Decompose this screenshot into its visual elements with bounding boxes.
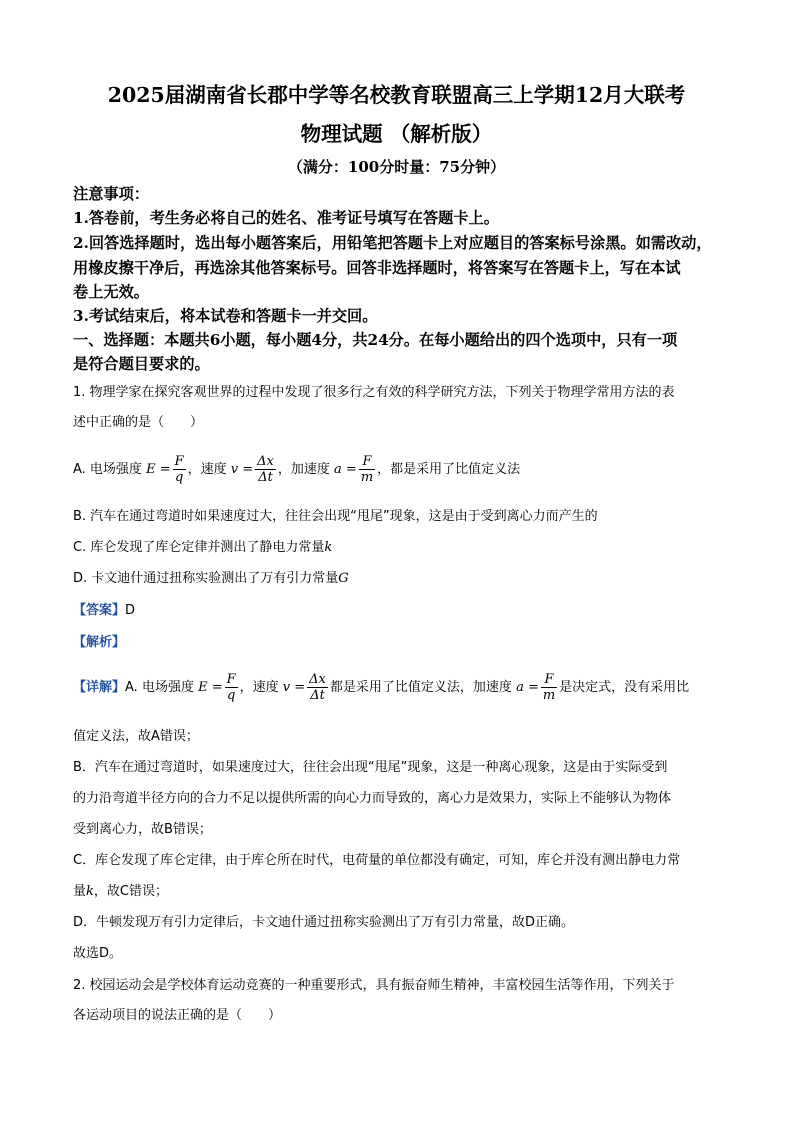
- q1-detail-d-line: D．牛顿发现万有引力定律后，卡文迪什通过扭称实验测出了万有引力常量，故D正确。: [73, 915, 575, 930]
- q1-stem-line-1: 1. 物理学家在探究客观世界的过程中发现了很多行之有效的科学研究方法，下列关于物理学常用方法的表: [73, 385, 675, 400]
- q1-detail-v-denominator: Δt: [310, 688, 325, 703]
- q1-option-a-v-denominator: Δt: [258, 470, 273, 485]
- q1-option-a-e-numerator: F: [174, 454, 184, 469]
- q1-option-a-e-fraction: [173, 454, 186, 485]
- q1-detail-b-line-2: 的力沿弯道半径方向的合力不足以提供所需的向心力而导致的，离心力是效果力，实际上不能够认为物体: [73, 791, 672, 806]
- q1-option-a-e-lhs: E =: [146, 462, 171, 477]
- q1-detail-a-suffix: 是决定式，没有采用比: [559, 680, 690, 695]
- q1-detail-e-lhs: E =: [198, 680, 223, 695]
- q1-detail-v-fraction: [307, 672, 328, 703]
- q1-stem-line-2: 述中正确的是（ ）: [73, 415, 204, 430]
- q1-detail-a-prefix: A. 电场强度: [125, 680, 194, 695]
- q1-option-a-v-fraction: [255, 454, 276, 485]
- q1-detail-c-line-2-var: k: [86, 884, 94, 899]
- q1-detail-a-mid-1: ，速度: [239, 680, 279, 695]
- q1-option-c: [73, 537, 733, 559]
- q1-option-a-a-lhs: a =: [334, 462, 357, 477]
- q1-option-a-e-denominator: q: [174, 470, 184, 485]
- q1-detail-e-fraction: [225, 672, 238, 703]
- q1-detail-c-line-1: C．库仑发现了库仑定律，由于库仑所在时代，电荷量的单位都没有确定，可知，库仑并没有测出静电力常: [73, 853, 681, 868]
- q1-detail-c-line-2: [73, 881, 733, 903]
- q1-option-c-var: k: [324, 540, 333, 555]
- q1-detail-a-denominator: m: [542, 688, 556, 703]
- q1-option-a-v-lhs: v =: [230, 462, 254, 477]
- q1-detail-e-numerator: F: [226, 672, 236, 687]
- exam-subtitle: （满分：100分时量：75分钟）: [287, 158, 506, 176]
- q1-option-b: B. 汽车在通过弯道时如果速度过大，往往会出现“甩尾”现象，这是由于受到离心力而产生的: [73, 509, 598, 524]
- notes-item-2-line-3: 卷上无效。: [73, 283, 149, 301]
- q1-option-a-a-fraction: [359, 454, 375, 485]
- q1-option-a-mid-2: ，加速度: [277, 462, 330, 477]
- q1-option-a-mid-1: ，速度: [187, 462, 227, 477]
- q1-detail-a-mid-2: 都是采用了比值定义法，加速度: [329, 680, 512, 695]
- q2-stem-line-2: 各运动项目的说法正确的是（ ）: [73, 1008, 282, 1023]
- q1-option-a: [73, 448, 733, 492]
- q1-answer: [73, 600, 733, 622]
- section1-line-2: 是符合题目要求的。: [73, 355, 210, 373]
- q1-option-a-prefix: A. 电场强度: [73, 462, 142, 477]
- q1-detail-c-line-2-post: ，故C错误；: [93, 884, 168, 899]
- q1-analysis-label: [73, 632, 733, 654]
- q1-option-a-a-numerator: F: [359, 454, 375, 470]
- q1-answer-value: D: [125, 603, 136, 618]
- q2-stem-line-1: 2. 校园运动会是学校体育运动竞赛的一种重要形式，具有振奋师生精神，丰富校园生活等作用，下列关于: [73, 978, 675, 993]
- q1-option-a-a-denominator: m: [360, 470, 374, 485]
- q1-detail-a-lhs: a =: [516, 680, 539, 695]
- q1-detail-c-line-2-pre: 量: [73, 884, 87, 899]
- notes-item-2-line-2: 用橡皮擦干净后，再选涂其他答案标号。回答非选择题时，将答案写在答题卡上，写在本试: [73, 259, 681, 277]
- notes-item-3: 3.考试结束后，将本试卷和答题卡一并交回。: [73, 307, 378, 325]
- q1-analysis-label-text: 【解析】: [73, 635, 126, 650]
- q1-option-d: [73, 568, 733, 590]
- exam-title-line1: 2025届湖南省长郡中学等名校教育联盟高三上学期12月大联考: [107, 83, 686, 107]
- q1-detail-v-lhs: v =: [282, 680, 306, 695]
- exam-title-line2: 物理试题 （解析版）: [300, 122, 493, 146]
- q1-detail-b-line-3: 受到离心力，故B错误；: [73, 822, 212, 837]
- q1-detail-b-line-1: B．汽车在通过弯道时，如果速度过大，往往会出现“甩尾”现象，这是一种离心现象，这是由于实际受到: [73, 760, 668, 775]
- q1-answer-label: 【答案】: [73, 603, 126, 618]
- section1-line-1: 一、选择题：本题共6小题，每小题4分，共24分。在每小题给出的四个选项中，只有一项: [73, 331, 678, 349]
- notes-heading: 注意事项：: [73, 185, 149, 203]
- q1-detail-conclusion: 故选D。: [73, 946, 123, 961]
- q1-option-d-var: G: [338, 571, 349, 586]
- q1-option-d-text: D. 卡文迪什通过扭称实验测出了万有引力常量: [73, 571, 339, 586]
- q1-detail-e-denominator: q: [226, 688, 236, 703]
- notes-item-2-line-1: 2.回答选择题时，选出每小题答案后，用铅笔把答题卡上对应题目的答案标号涂黑。如需改动，: [73, 234, 712, 252]
- q1-option-a-suffix: ，都是采用了比值定义法: [377, 462, 521, 477]
- notes-item-1: 1.答卷前，考生务必将自己的姓名、准考证号填写在答题卡上。: [73, 209, 499, 227]
- q1-detail-a-line-2: 值定义法，故A错误；: [73, 729, 199, 744]
- q1-detail-v-numerator: Δx: [309, 672, 326, 687]
- q1-option-a-v-numerator: Δx: [257, 454, 274, 469]
- q1-detail-a-fraction: [541, 672, 557, 703]
- q1-option-c-text: C. 库仑发现了库仑定律并测出了静电力常量: [73, 540, 325, 555]
- q1-detail-label: 【详解】: [73, 680, 126, 695]
- q1-detail-paragraph-a: [73, 666, 733, 710]
- q1-detail-a-numerator: F: [541, 672, 557, 688]
